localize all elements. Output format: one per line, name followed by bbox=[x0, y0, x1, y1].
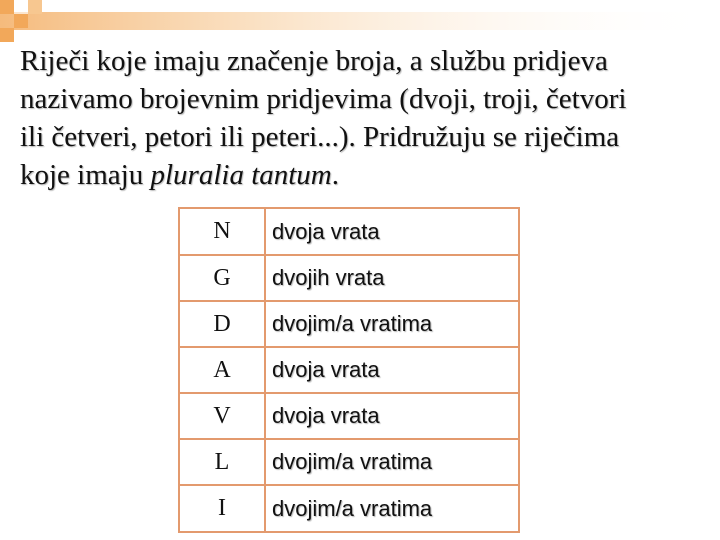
case-form: dvoja vrata bbox=[265, 208, 519, 255]
declension-table bbox=[178, 207, 520, 533]
intro-line-4-prefix: koje imaju bbox=[20, 159, 151, 191]
table-row bbox=[179, 485, 519, 532]
case-label: N bbox=[179, 208, 265, 255]
case-label: A bbox=[179, 347, 265, 393]
case-form: dvojim/a vratima bbox=[265, 301, 519, 347]
case-label: L bbox=[179, 439, 265, 485]
case-label: V bbox=[179, 393, 265, 439]
intro-line-4-suffix: . bbox=[331, 159, 339, 191]
case-form: dvojih vrata bbox=[265, 255, 519, 301]
table-row bbox=[179, 208, 519, 255]
case-form: dvojim/a vratima bbox=[272, 495, 433, 521]
table-row bbox=[179, 301, 519, 347]
table-row bbox=[179, 255, 519, 301]
case-form: dvoja vrata bbox=[265, 393, 519, 439]
table-row bbox=[179, 347, 519, 393]
case-label: I bbox=[179, 485, 265, 532]
case-label: D bbox=[179, 301, 265, 347]
intro-paragraph bbox=[20, 42, 710, 194]
table-row bbox=[179, 439, 519, 485]
case-label: G bbox=[179, 255, 265, 301]
intro-italic-term: pluralia tantum bbox=[150, 159, 332, 191]
case-form: dvoja vrata bbox=[265, 347, 519, 393]
intro-line-2: nazivamo brojevnim pridjevima (dvoji, troji, četvori bbox=[20, 83, 627, 115]
intro-line-1: Riječi koje imaju značenje broja, a službu pridjeva bbox=[20, 45, 608, 77]
case-form: dvojim/a vratima bbox=[265, 439, 519, 485]
table-row bbox=[179, 393, 519, 439]
intro-line-3: ili četveri, petori ili peteri...). Pridružuju se riječima bbox=[20, 121, 620, 153]
